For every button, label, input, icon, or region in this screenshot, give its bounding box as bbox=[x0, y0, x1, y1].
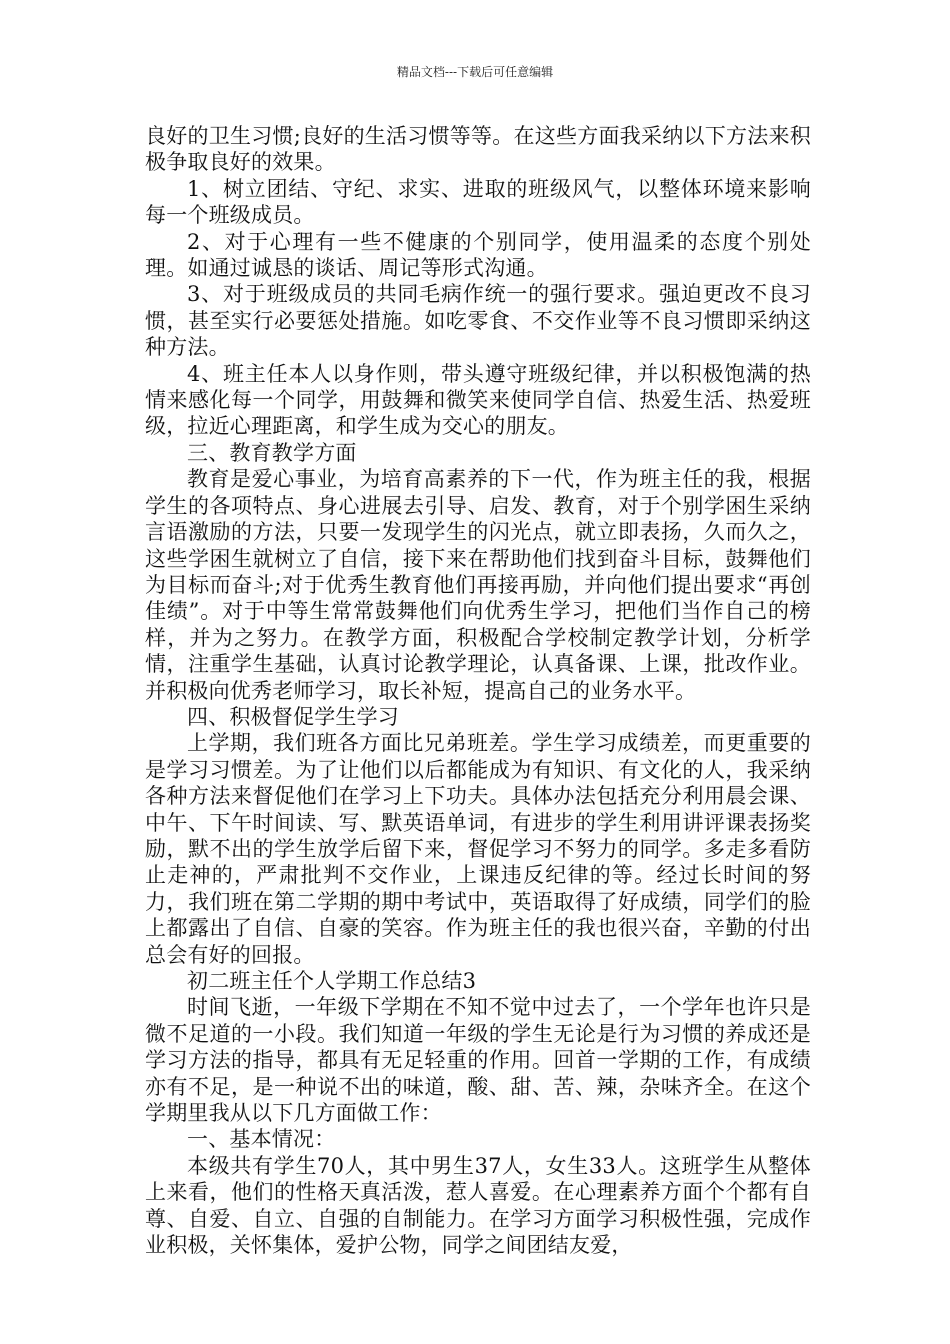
paragraph: 良好的卫生习惯;良好的生活习惯等等。在这些方面我采纳以下方法来积极争取良好的效果。 bbox=[145, 124, 811, 175]
paragraph: 2、对于心理有一些不健康的个别同学，使用温柔的态度个别处理。如通过诚恳的谈话、周记等形式沟通。 bbox=[145, 229, 811, 281]
paragraph: 3、对于班级成员的共同毛病作统一的强行要求。强迫更改不良习惯，甚至实行必要惩处措施。如吃零食、不交作业等不良习惯即采纳这种方法。 bbox=[145, 282, 811, 360]
paragraph: 1、树立团结、守纪、求实、进取的班级风气，以整体环境来影响每一个班级成员。 bbox=[145, 176, 811, 228]
paragraph: 初二班主任个人学期工作总结3 bbox=[187, 969, 477, 993]
paragraph: 4、班主任本人以身作则，带头遵守班级纪律，并以积极饱满的热情来感化每一个同学，用鼓舞和微笑来使同学自信、热爱生活、热爱班级，拉近心理距离，和学生成为交心的朋友。 bbox=[145, 361, 811, 439]
paragraph: 三、教育教学方面 bbox=[187, 440, 357, 465]
paragraph: 时间飞逝，一年级下学期在不知不觉中过去了，一个学年也许只是微不足道的一小段。我们知道一年级的学生无论是行为习惯的养成还是学习方法的指导，都具有无足轻重的作用。回首一学期的工作，有成绩亦有不足，是一种说不出的味道，酸、甜、苦、辣，杂味齐全。在这个学期里我从以下几方面做工作： bbox=[145, 995, 811, 1126]
page-header: 精品文档---下载后可任意编辑 bbox=[396, 65, 554, 79]
paragraph: 上学期，我们班各方面比兄弟班差。学生学习成绩差，而更重要的是学习习惯差。为了让他们以后都能成为有知识、有文化的人，我采纳各种方法来督促他们在学习上下功夫。具体办法包括充分利用晨会课、中午、下午时间读、写、默英语单词，有进步的学生利用讲评课表扬奖励，默不出的学生放学后留下来，督促学习不努力的同学。多走多看防止走神的，严肃批判不交作业，上课违反纪律的等。经过长时间的努力，我们班在第二学期的期中考试中，英语取得了好成绩，同学们的脸上都露出了自信、自豪的笑容。作为班主任的我也很兴奋，辛勤的付出总会有好的回报。 bbox=[145, 731, 811, 967]
paragraph: 本级共有学生70人，其中男生37人，女生33人。这班学生从整体上来看，他们的性格天真活泼，惹人喜爱。在心理素养方面个个都有自尊、自爱、自立、自强的自制能力。在学习方面学习积极性强，完成作业积极，关怀集体，爱护公物，同学之间团结友爱， bbox=[145, 1153, 811, 1258]
paragraph: 一、基本情况： bbox=[187, 1127, 336, 1152]
paragraph: 四、积极督促学生学习 bbox=[187, 704, 399, 729]
document-body bbox=[145, 123, 811, 1258]
paragraph: 教育是爱心事业，为培育高素养的下一代，作为班主任的我，根据学生的各项特点、身心进展去引导、启发、教育，对于个别学困生采纳言语激励的方法，只要一发现学生的闪光点，就立即表扬，久而久之，这些学困生就树立了自信，接下来在帮助他们找到奋斗目标，鼓舞他们为目标而奋斗;对于优秀生教育他们再接再励，并向他们提出要求“再创佳绩”。对于中等生常常鼓舞他们向优秀生学习，把他们当作自己的榜样，并为之努力。在教学方面，积极配合学校制定教学计划，分析学情，注重学生基础，认真讨论教学理论，认真备课、上课，批改作业。并积极向优秀老师学习，取长补短，提高自己的业务水平。 bbox=[145, 467, 811, 703]
